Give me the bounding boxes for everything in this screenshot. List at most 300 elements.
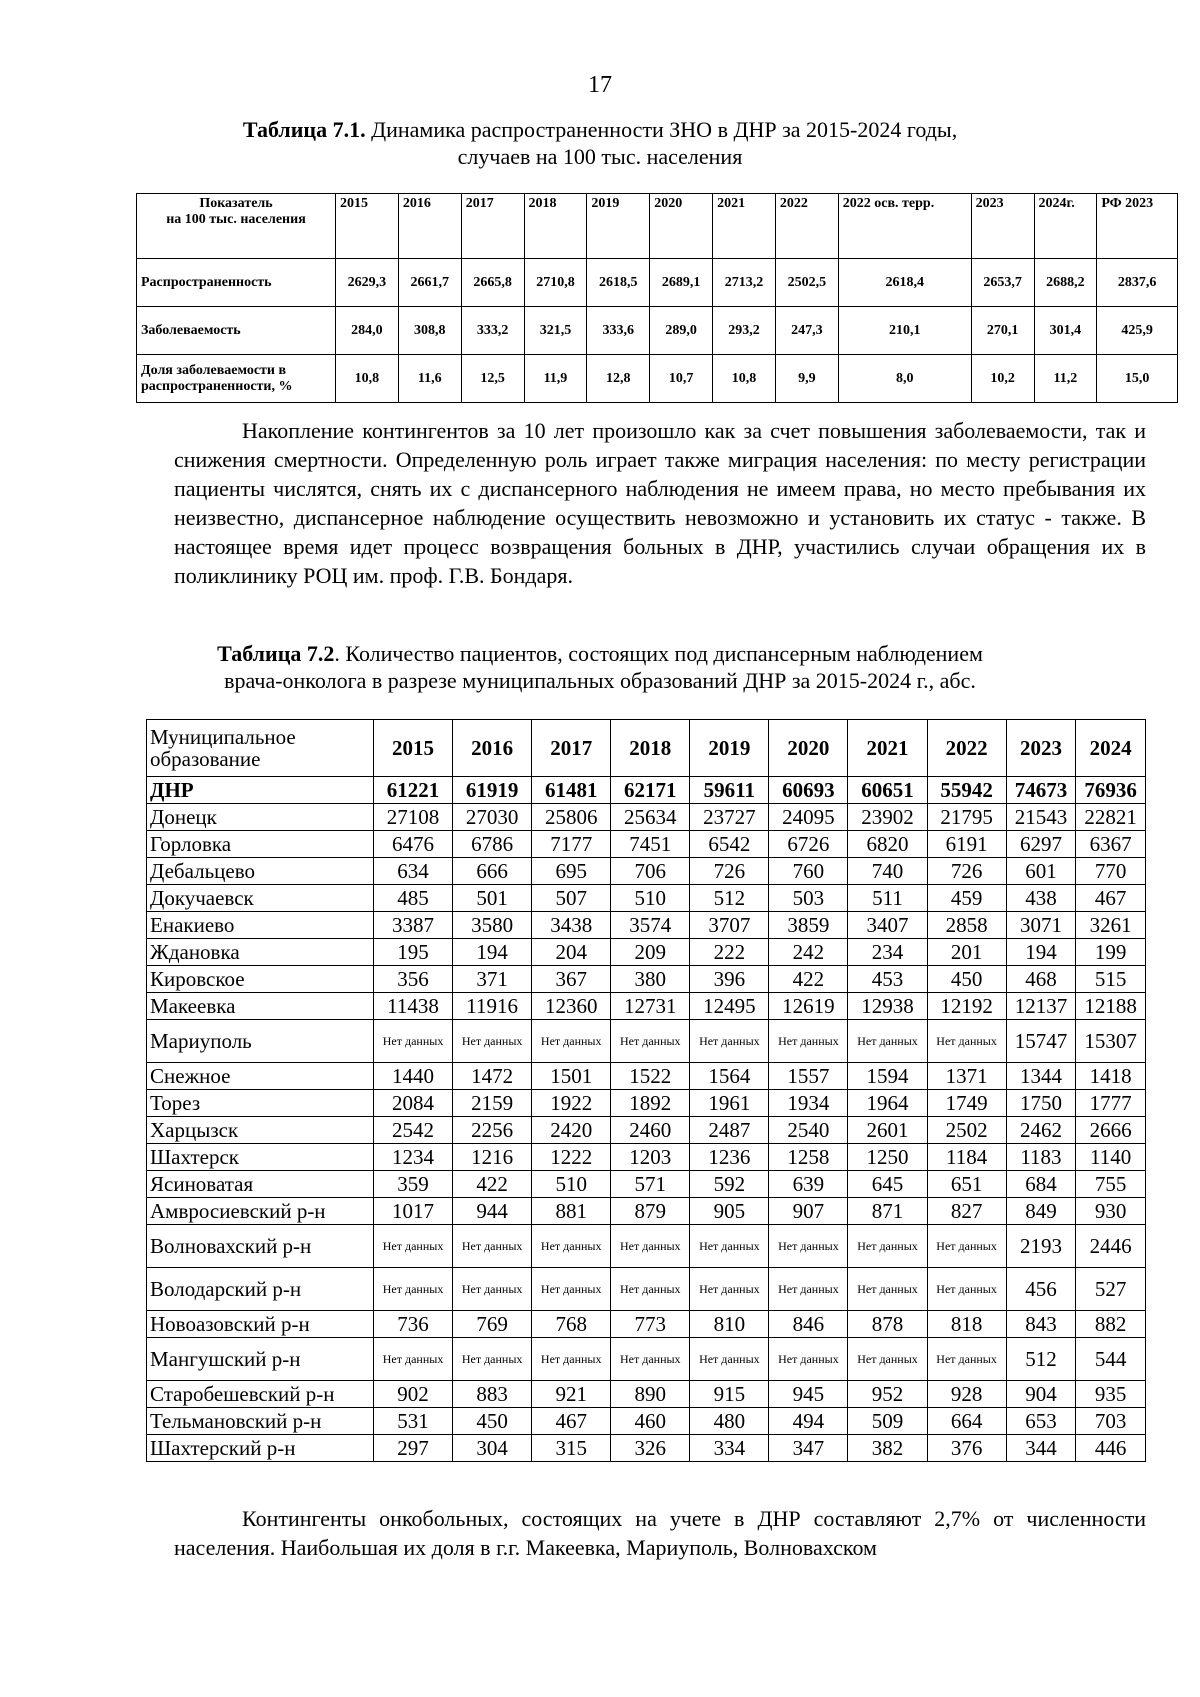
table2-caption-line2: врача-онколога в разрезе муниципальных образований ДНР за 2015-2024 г., абс.: [224, 668, 976, 693]
table-cell: 882: [1076, 1311, 1146, 1338]
year-column-header: 2023: [1006, 720, 1076, 777]
table-cell: 2502,5: [775, 259, 838, 307]
table-cell: 304: [453, 1435, 532, 1462]
table-cell: 74673: [1006, 777, 1076, 804]
table-row: [147, 1144, 1146, 1171]
year-column-header: 2017: [461, 194, 524, 259]
municipality-name: ДНР: [147, 777, 374, 804]
municipality-name: Ясиноватая: [147, 1171, 374, 1198]
table-cell: 501: [453, 885, 532, 912]
table-cell: Нет данных: [769, 1225, 848, 1268]
table-cell: 242: [769, 939, 848, 966]
year-column-header: 2016: [453, 720, 532, 777]
table-cell: 60651: [848, 777, 927, 804]
municipality-name: Донецк: [147, 804, 374, 831]
indicator-header-line2: на 100 тыс. населения: [166, 212, 306, 227]
table-cell: 2629,3: [336, 259, 399, 307]
table-cell: 755: [1076, 1171, 1146, 1198]
year-column-header: РФ 2023: [1097, 194, 1178, 259]
table-cell: 1961: [690, 1090, 769, 1117]
municipality-name: Володарский р-н: [147, 1268, 374, 1311]
year-column-header: 2017: [532, 720, 611, 777]
municipality-name: Старобешевский р-н: [147, 1381, 374, 1408]
year-column-header: 2019: [690, 720, 769, 777]
table-row: [147, 966, 1146, 993]
table-cell: 902: [374, 1381, 453, 1408]
table-cell: 6367: [1076, 831, 1146, 858]
year-column-header: 2024: [1076, 720, 1146, 777]
table-cell: 2688,2: [1034, 259, 1097, 307]
table-cell: 3438: [532, 912, 611, 939]
table-cell: 639: [769, 1171, 848, 1198]
table-cell: 12360: [532, 993, 611, 1020]
municipality-name: Ждановка: [147, 939, 374, 966]
table-cell: 8,0: [838, 355, 971, 403]
table-cell: Нет данных: [690, 1338, 769, 1381]
year-column-header: 2018: [611, 720, 690, 777]
municipality-name: Горловка: [147, 831, 374, 858]
table-cell: 297: [374, 1435, 453, 1462]
table-cell: 367: [532, 966, 611, 993]
table-cell: 3574: [611, 912, 690, 939]
table-cell: 1501: [532, 1063, 611, 1090]
table-cell: 1258: [769, 1144, 848, 1171]
table-cell: 930: [1076, 1198, 1146, 1225]
table1-caption: [180, 116, 1020, 170]
table-cell: 810: [690, 1311, 769, 1338]
table-cell: 12938: [848, 993, 927, 1020]
municipality-name: Макеевка: [147, 993, 374, 1020]
table-cell: 1777: [1076, 1090, 1146, 1117]
table-cell: 289,0: [650, 307, 713, 355]
table-cell: 347: [769, 1435, 848, 1462]
table-cell: 653: [1006, 1408, 1076, 1435]
table-cell: 664: [927, 1408, 1006, 1435]
table-cell: 12188: [1076, 993, 1146, 1020]
table-cell: 76936: [1076, 777, 1146, 804]
table-cell: Нет данных: [611, 1268, 690, 1311]
table-cell: 2837,6: [1097, 259, 1178, 307]
table-row: [147, 993, 1146, 1020]
table-cell: 2653,7: [971, 259, 1034, 307]
table-cell: 736: [374, 1311, 453, 1338]
table-row: [147, 939, 1146, 966]
table-cell: 60693: [769, 777, 848, 804]
table-cell: 703: [1076, 1408, 1146, 1435]
table-cell: 344: [1006, 1435, 1076, 1462]
table-cell: Нет данных: [532, 1268, 611, 1311]
municipality-name: Мариуполь: [147, 1020, 374, 1063]
table-cell: 6542: [690, 831, 769, 858]
table-cell: 62171: [611, 777, 690, 804]
table-cell: 634: [374, 858, 453, 885]
table-cell: 6297: [1006, 831, 1076, 858]
table-cell: 382: [848, 1435, 927, 1462]
table-cell: 27108: [374, 804, 453, 831]
table-cell: 2542: [374, 1117, 453, 1144]
table-cell: 459: [927, 885, 1006, 912]
table-cell: 450: [453, 1408, 532, 1435]
table-cell: Нет данных: [532, 1225, 611, 1268]
table-cell: 480: [690, 1408, 769, 1435]
table-cell: 194: [453, 939, 532, 966]
table-cell: 507: [532, 885, 611, 912]
table-cell: 6820: [848, 831, 927, 858]
row-label: Заболеваемость: [137, 307, 336, 355]
table-cell: 905: [690, 1198, 769, 1225]
table-cell: 1344: [1006, 1063, 1076, 1090]
paragraph-2: Контингенты онкобольных, состоящих на учете в ДНР составляют 2,7% от численности населения. Наибольшая их доля в г.г. Макеевка, Мариуполь, Волновахском: [174, 1506, 1146, 1560]
table-cell: 199: [1076, 939, 1146, 966]
table-cell: 921: [532, 1381, 611, 1408]
table-cell: 1183: [1006, 1144, 1076, 1171]
table-cell: 2502: [927, 1117, 1006, 1144]
year-column-header: 2015: [374, 720, 453, 777]
table-cell: 935: [1076, 1381, 1146, 1408]
year-column-header: 2021: [848, 720, 927, 777]
table-cell: 10,8: [713, 355, 776, 403]
table-cell: 846: [769, 1311, 848, 1338]
table-cell: 12731: [611, 993, 690, 1020]
table-cell: 2460: [611, 1117, 690, 1144]
table-cell: 509: [848, 1408, 927, 1435]
table-cell: 234: [848, 939, 927, 966]
table-cell: 915: [690, 1381, 769, 1408]
table-cell: 769: [453, 1311, 532, 1338]
table-cell: 512: [1006, 1338, 1076, 1381]
table-cell: 15,0: [1097, 355, 1178, 403]
table-row: [147, 777, 1146, 804]
table-cell: Нет данных: [374, 1268, 453, 1311]
year-column-header: 2023: [971, 194, 1034, 259]
table-cell: 359: [374, 1171, 453, 1198]
table-cell: 209: [611, 939, 690, 966]
table-cell: 1922: [532, 1090, 611, 1117]
table-cell: 592: [690, 1171, 769, 1198]
table-cell: Нет данных: [453, 1338, 532, 1381]
table-cell: 12,5: [461, 355, 524, 403]
table-cell: 438: [1006, 885, 1076, 912]
table-cell: 11,6: [398, 355, 461, 403]
table-cell: 2665,8: [461, 259, 524, 307]
table-cell: 22821: [1076, 804, 1146, 831]
table-cell: 2689,1: [650, 259, 713, 307]
table-cell: 6786: [453, 831, 532, 858]
table-cell: 928: [927, 1381, 1006, 1408]
table-cell: 25806: [532, 804, 611, 831]
table-cell: 1892: [611, 1090, 690, 1117]
table-cell: 945: [769, 1381, 848, 1408]
table-cell: 1594: [848, 1063, 927, 1090]
municipality-name: Кировское: [147, 966, 374, 993]
table-cell: 1964: [848, 1090, 927, 1117]
table-cell: 849: [1006, 1198, 1076, 1225]
table-cell: 3707: [690, 912, 769, 939]
table-cell: 380: [611, 966, 690, 993]
table-cell: 571: [611, 1171, 690, 1198]
table-cell: 1250: [848, 1144, 927, 1171]
year-column-header: 2016: [398, 194, 461, 259]
table-cell: 468: [1006, 966, 1076, 993]
table-cell: Нет данных: [453, 1225, 532, 1268]
table-cell: 425,9: [1097, 307, 1178, 355]
patients-table: [146, 719, 1146, 1462]
table-cell: Нет данных: [848, 1020, 927, 1063]
table-cell: 881: [532, 1198, 611, 1225]
table-cell: 1234: [374, 1144, 453, 1171]
table-cell: 2462: [1006, 1117, 1076, 1144]
table-cell: 467: [532, 1408, 611, 1435]
table-cell: 27030: [453, 804, 532, 831]
table-cell: Нет данных: [769, 1338, 848, 1381]
table-cell: 371: [453, 966, 532, 993]
year-column-header: 2022: [927, 720, 1006, 777]
table-cell: 494: [769, 1408, 848, 1435]
table-row: [147, 1225, 1146, 1268]
table-cell: 1222: [532, 1144, 611, 1171]
table-cell: 11916: [453, 993, 532, 1020]
table-cell: Нет данных: [532, 1338, 611, 1381]
table-cell: 645: [848, 1171, 927, 1198]
table-cell: 23902: [848, 804, 927, 831]
table-cell: 1017: [374, 1198, 453, 1225]
table-cell: 2420: [532, 1117, 611, 1144]
table-cell: 284,0: [336, 307, 399, 355]
table-cell: 450: [927, 966, 1006, 993]
year-column-header: 2020: [769, 720, 848, 777]
table-cell: Нет данных: [848, 1338, 927, 1381]
page-number: 17: [588, 72, 612, 98]
table-cell: 2487: [690, 1117, 769, 1144]
municipality-name: Новоазовский р-н: [147, 1311, 374, 1338]
table-cell: 2618,4: [838, 259, 971, 307]
table-row: [137, 259, 1178, 307]
year-column-header: 2024г.: [1034, 194, 1097, 259]
table-cell: 1472: [453, 1063, 532, 1090]
table-cell: 12137: [1006, 993, 1076, 1020]
table-cell: 601: [1006, 858, 1076, 885]
table-cell: 1557: [769, 1063, 848, 1090]
table-cell: 1440: [374, 1063, 453, 1090]
table1-caption-label: Таблица 7.1.: [242, 117, 366, 142]
year-column-header: 2021: [713, 194, 776, 259]
table-cell: Нет данных: [611, 1020, 690, 1063]
table-cell: 61919: [453, 777, 532, 804]
table-cell: 2858: [927, 912, 1006, 939]
year-column-header: 2018: [524, 194, 587, 259]
table-cell: Нет данных: [532, 1020, 611, 1063]
table-cell: 2713,2: [713, 259, 776, 307]
table-cell: 3859: [769, 912, 848, 939]
table-cell: 510: [532, 1171, 611, 1198]
prevalence-table: [136, 193, 1178, 403]
table-cell: 61481: [532, 777, 611, 804]
table-cell: 952: [848, 1381, 927, 1408]
table-cell: Нет данных: [453, 1020, 532, 1063]
table-cell: 333,6: [587, 307, 650, 355]
table-row: [147, 1338, 1146, 1381]
table-cell: Нет данных: [374, 1338, 453, 1381]
table-cell: 456: [1006, 1268, 1076, 1311]
table-cell: 12619: [769, 993, 848, 1020]
table-cell: 6191: [927, 831, 1006, 858]
table-cell: 818: [927, 1311, 1006, 1338]
table-cell: 2618,5: [587, 259, 650, 307]
table-row: [147, 1117, 1146, 1144]
municipality-name: Докучаевск: [147, 885, 374, 912]
municipality-name: Снежное: [147, 1063, 374, 1090]
table-cell: 2084: [374, 1090, 453, 1117]
year-column-header: 2015: [336, 194, 399, 259]
table-cell: 10,7: [650, 355, 713, 403]
table-cell: 2601: [848, 1117, 927, 1144]
table-cell: 1371: [927, 1063, 1006, 1090]
indicator-header-line1: Показатель: [199, 196, 273, 211]
table-cell: 315: [532, 1435, 611, 1462]
table-cell: Нет данных: [611, 1338, 690, 1381]
table-cell: 61221: [374, 777, 453, 804]
table-cell: 544: [1076, 1338, 1146, 1381]
table-cell: 883: [453, 1381, 532, 1408]
table-cell: 11,9: [524, 355, 587, 403]
table-cell: 878: [848, 1311, 927, 1338]
table-row: [147, 831, 1146, 858]
table-cell: Нет данных: [453, 1268, 532, 1311]
table-row: [147, 1435, 1146, 1462]
table-cell: 247,3: [775, 307, 838, 355]
table-cell: 15307: [1076, 1020, 1146, 1063]
table-cell: 3387: [374, 912, 453, 939]
municipality-name: Мангушский р-н: [147, 1338, 374, 1381]
table2-caption-text: . Количество пациентов, состоящих под диспансерным наблюдением: [334, 641, 983, 666]
table-cell: 773: [611, 1311, 690, 1338]
table-cell: Нет данных: [927, 1225, 1006, 1268]
table-row: [147, 1268, 1146, 1311]
table-cell: 270,1: [971, 307, 1034, 355]
table-cell: 460: [611, 1408, 690, 1435]
table-cell: 907: [769, 1198, 848, 1225]
table-cell: 871: [848, 1198, 927, 1225]
table-cell: 446: [1076, 1435, 1146, 1462]
table-cell: 7177: [532, 831, 611, 858]
table-cell: 10,2: [971, 355, 1034, 403]
table-cell: Нет данных: [927, 1020, 1006, 1063]
table-cell: 222: [690, 939, 769, 966]
table-cell: 21543: [1006, 804, 1076, 831]
table-cell: 21795: [927, 804, 1006, 831]
table-cell: 55942: [927, 777, 1006, 804]
table-cell: 510: [611, 885, 690, 912]
table-cell: Нет данных: [690, 1020, 769, 1063]
table1-caption-line2: случаев на 100 тыс. населения: [457, 144, 743, 169]
table-cell: 59611: [690, 777, 769, 804]
table-cell: 2666: [1076, 1117, 1146, 1144]
table-row: [147, 1063, 1146, 1090]
table-cell: 204: [532, 939, 611, 966]
table-cell: 2193: [1006, 1225, 1076, 1268]
table-cell: 485: [374, 885, 453, 912]
table-row: [147, 1090, 1146, 1117]
table-cell: 527: [1076, 1268, 1146, 1311]
table-cell: 6726: [769, 831, 848, 858]
table1-caption-text: Динамика распространенности ЗНО в ДНР за 2015-2024 годы,: [365, 117, 958, 142]
table-row: [137, 307, 1178, 355]
table-cell: 1749: [927, 1090, 1006, 1117]
municipality-name: Шахтерский р-н: [147, 1435, 374, 1462]
table-cell: 706: [611, 858, 690, 885]
table-cell: 195: [374, 939, 453, 966]
table-cell: 12,8: [587, 355, 650, 403]
table-cell: 334: [690, 1435, 769, 1462]
table-cell: 666: [453, 858, 532, 885]
table-cell: 879: [611, 1198, 690, 1225]
table-cell: 3407: [848, 912, 927, 939]
table-cell: 293,2: [713, 307, 776, 355]
table-cell: 651: [927, 1171, 1006, 1198]
table-cell: 1140: [1076, 1144, 1146, 1171]
municipality-name: Волновахский р-н: [147, 1225, 374, 1268]
table-cell: 210,1: [838, 307, 971, 355]
table-row: [147, 858, 1146, 885]
table-cell: 944: [453, 1198, 532, 1225]
table-cell: 308,8: [398, 307, 461, 355]
table-cell: 904: [1006, 1381, 1076, 1408]
table-cell: 760: [769, 858, 848, 885]
year-column-header: 2019: [587, 194, 650, 259]
table-row: [147, 804, 1146, 831]
table-cell: Нет данных: [927, 1338, 1006, 1381]
municipality-name: Енакиево: [147, 912, 374, 939]
table-cell: Нет данных: [927, 1268, 1006, 1311]
table-cell: 843: [1006, 1311, 1076, 1338]
table-cell: Нет данных: [611, 1225, 690, 1268]
table-cell: 1216: [453, 1144, 532, 1171]
table-cell: 512: [690, 885, 769, 912]
table-cell: 333,2: [461, 307, 524, 355]
table-cell: 301,4: [1034, 307, 1097, 355]
row-label: Распространенность: [137, 259, 336, 307]
table-row: [147, 1198, 1146, 1225]
table-cell: Нет данных: [769, 1020, 848, 1063]
table-cell: 15747: [1006, 1020, 1076, 1063]
table-cell: 2661,7: [398, 259, 461, 307]
table-cell: 2710,8: [524, 259, 587, 307]
table-cell: 2446: [1076, 1225, 1146, 1268]
table-row: [147, 912, 1146, 939]
municipality-name: Амвросиевский р-н: [147, 1198, 374, 1225]
table-row: [147, 1171, 1146, 1198]
table-cell: 2159: [453, 1090, 532, 1117]
table-cell: Нет данных: [374, 1020, 453, 1063]
table-cell: 376: [927, 1435, 1006, 1462]
table-cell: 1750: [1006, 1090, 1076, 1117]
table-cell: 726: [690, 858, 769, 885]
table-cell: 3261: [1076, 912, 1146, 939]
table-cell: 1564: [690, 1063, 769, 1090]
table-row: [147, 1408, 1146, 1435]
table-cell: 422: [769, 966, 848, 993]
table-cell: 11,2: [1034, 355, 1097, 403]
table-cell: 453: [848, 966, 927, 993]
table-row: [147, 885, 1146, 912]
table-cell: 726: [927, 858, 1006, 885]
table-cell: 9,9: [775, 355, 838, 403]
municipality-header: Муниципальное образование: [147, 720, 374, 777]
year-column-header: 2020: [650, 194, 713, 259]
table-cell: Нет данных: [848, 1268, 927, 1311]
table-cell: 890: [611, 1381, 690, 1408]
table-cell: 695: [532, 858, 611, 885]
